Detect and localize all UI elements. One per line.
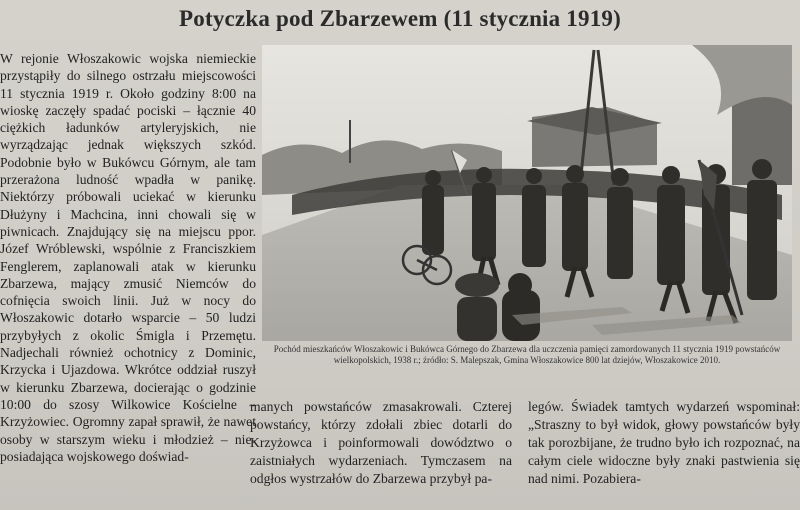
left-text-column xyxy=(0,50,256,465)
middle-text-column xyxy=(250,398,512,488)
left-column-text: W rejonie Włoszakowic wojska niemieckie przystąpiły do silnego ostrzału miejscowości 11 stycznia 1919 r. Około godziny 8:00 na wioskę zaczęły spadać pociski – łącznie 40 ciężkich ładunków artyleryjskich, nie wyrządzając jednak większych szkód. Podobnie było w Bukówcu Górnym, ale tam przerażona ludność wpadła w panikę. Niektórzy próbowali uciekać w kierunku Dłużyny i Machcina, inni chowali się w piwnicach. Znajdujący się na miejscu ppor. Józef Wróblewski, wspólnie z Franciszkiem Fenglerem, zaplanowali atak w kierunku Zbarzewa, mający zmusić Niemców do cofnięcia swoich linii. Już w nocy do Włoszakowic dotarło wsparcie – 50 ludzi przybyłych z okolic Śmigla i Przemętu. Nadjechali również ochotnicy z Dominic, Krzycka i Ujazdowa. Wkrótce oddział ruszył w kierunku Zbarzewa, docierając o godzinie 10:00 do szosy Wilkowice Kościelne – Krzyżowiec. Ogromny zapał sprawił, że nawet osoby w starszym wieku i młodzież – nie-posiadająca wojskowego doświad- xyxy=(0,51,256,464)
right-text-column xyxy=(528,398,800,488)
photo-caption: Pochód mieszkańców Włoszakowic i Bukówca Górnego do Zbarzewa dla uczczenia pamięci zamordowanych 11 stycznia 1919 powstańców wielkopolskich, 1938 r.; źródło: S. Malepszak, Gmina Włoszakowice 800 lat dziejów, Włoszakowice 2010. xyxy=(273,344,781,365)
march-photo-illustration xyxy=(262,45,792,341)
article-title: Potyczka pod Zbarzewem (11 stycznia 1919) xyxy=(179,6,621,31)
historical-photo xyxy=(262,45,792,341)
middle-column-text: manych powstańców zmasakrowali. Czterej powstańcy, którzy zdołali zbiec dotarli do Krzyżowca i poinformowali dowództwo o zaistniałych wydarzeniach. Tymczasem na odgłos wystrzałów do Zbarzewa przybył pa- xyxy=(250,399,512,486)
right-column-text: legów. Świadek tamtych wydarzeń wspominał: „Straszny to był widok, głowy powstańców były tak porozbijane, że trudno było ich rozpoznać, na całym ciele widoczne były znaki pastwienia się nad nimi. Pozabiera- xyxy=(528,399,800,486)
